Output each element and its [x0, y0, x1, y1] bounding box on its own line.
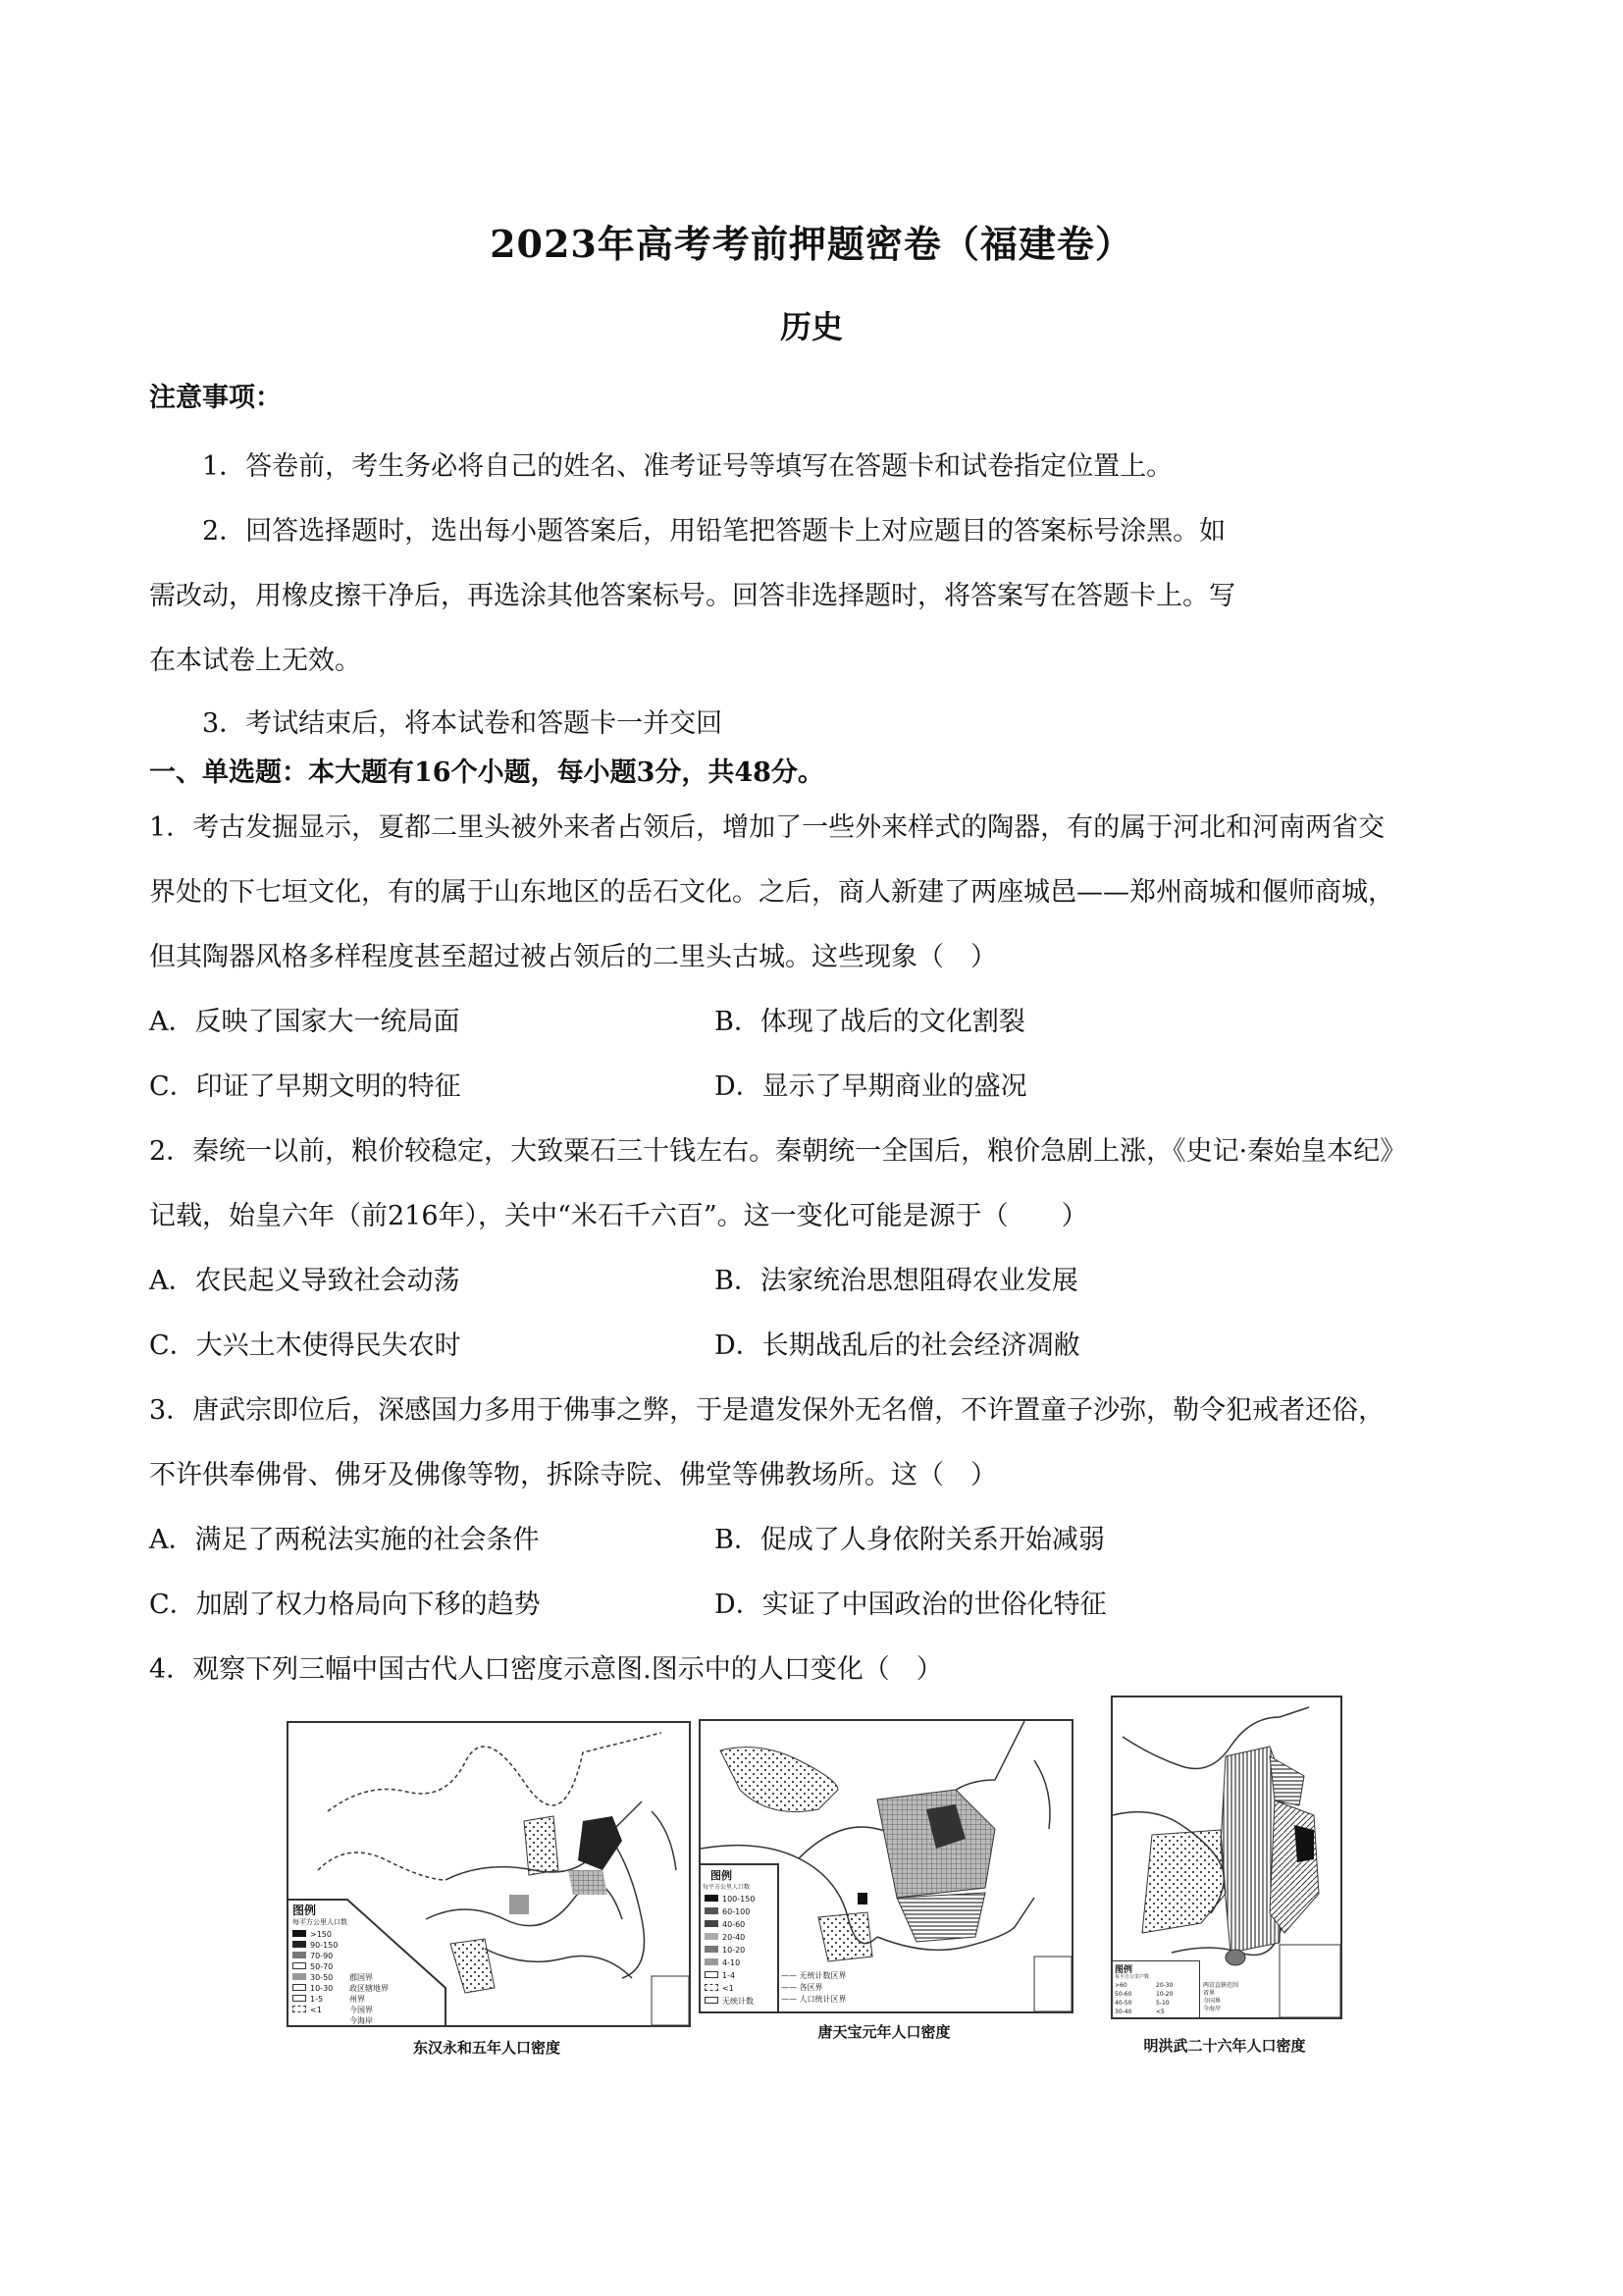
legend-line-item: 郡国界: [349, 1973, 373, 1982]
map-caption: 东汉永和五年人口密度: [412, 2039, 560, 2057]
legend-items: [1156, 1981, 1173, 2016]
question-text: 4．观察下列三幅中国古代人口密度示意图.图示中的人口变化（ ）: [149, 1654, 943, 1685]
legend-title: 图例: [292, 1904, 317, 1917]
option-d[interactable]: D．长期战乱后的社会经济凋敝: [714, 1331, 1080, 1361]
question-text: 2．秦统一以前，粮价较稳定，大致粟石三十钱左右。秦朝统一全国后，粮价急剧上涨，《史记·秦始皇本纪》: [149, 1136, 1407, 1167]
map-legend: [701, 1863, 779, 2013]
legend-item: 1-5: [292, 1994, 338, 2005]
legend-item: 100-150: [705, 1893, 755, 1905]
legend-lines: [349, 1972, 389, 2026]
map-eastern-han: [287, 1721, 691, 2027]
legend-item: 20-30: [1156, 1982, 1174, 1989]
notice-item: 在本试卷上无效。: [149, 646, 361, 676]
map-region-dense: [858, 1893, 867, 1905]
map-region-medium: [509, 1895, 529, 1914]
question-text: 界处的下七垣文化，有的属于山东地区的岳石文化。之后，商人新建了两座城邑——郑州商城和偃师商城，: [149, 877, 1394, 908]
legend-item: 1-4: [705, 1969, 755, 1982]
legend-item: <1: [292, 2005, 338, 2015]
map-inset: [1034, 1957, 1072, 2011]
notice-heading: 注意事项：: [149, 383, 282, 413]
legend-line-item: —— 人口统计区界: [781, 1995, 847, 2004]
legend-item: 10-30: [292, 1983, 338, 1994]
legend-line-item: 州界: [349, 1995, 365, 2004]
question-text: 但其陶器风格多样程度甚至超过被占领后的二里头古城。这些现象（ ）: [149, 942, 997, 972]
legend-line-item: 今海岸: [349, 2016, 373, 2025]
legend-item: 10-20: [705, 1944, 755, 1957]
legend-subtitle: 每平方公里人口数: [292, 1918, 347, 1926]
legend-item: <5: [1156, 2009, 1165, 2015]
option-d[interactable]: D．显示了早期商业的盛况: [714, 1071, 1027, 1102]
legend-items: [705, 1893, 755, 2008]
legend-item: 50-70: [292, 1961, 338, 1972]
map-region-hstripe: [1270, 1756, 1304, 1805]
option-c[interactable]: C．印证了早期文明的特征: [149, 1071, 461, 1102]
map-region-dotted: [1142, 1830, 1226, 1933]
question-text: 不许供奉佛骨、佛牙及佛像等物，拆除寺院、佛堂等佛教场所。这（ ）: [149, 1460, 997, 1490]
map-legend: [288, 1900, 445, 2025]
question-text: 记载，始皇六年（前216年），关中“米石千六百”。这一变化可能是源于（ ）: [149, 1201, 1088, 1231]
legend-item: 90-150: [292, 1940, 338, 1951]
legend-line-item: 今国界: [1203, 1998, 1222, 2005]
map-island: [1226, 1950, 1245, 1965]
map-tang: [699, 1719, 1073, 2013]
section-heading: 一、单选题：本大题有16个小题，每小题3分，共48分。: [149, 757, 824, 788]
map-ming: [1111, 1696, 1342, 2019]
legend-item: 50-60: [1115, 1991, 1132, 1998]
map-region-hstripe: [897, 1893, 985, 1942]
map-caption: 明洪武二十六年人口密度: [1143, 2037, 1306, 2055]
legend-item: <1: [705, 1982, 755, 1995]
map-region-dense: [578, 1816, 622, 1870]
map-region-dotted: [524, 1816, 558, 1875]
notice-item: 1．答卷前，考生务必将自己的姓名、准考证号等填写在答题卡和试卷指定位置上。: [202, 451, 1174, 482]
option-a[interactable]: A．满足了两税法实施的社会条件: [149, 1525, 540, 1555]
map-region-dotted: [450, 1939, 495, 1993]
map-legend: [1113, 1960, 1200, 2018]
legend-line-item: 政区辖地界: [349, 1984, 389, 1993]
legend-item: 10-20: [1156, 1991, 1174, 1998]
page-title: 2023年高考考前押题密卷（福建卷）: [490, 222, 1133, 266]
map-inset: [1280, 1945, 1340, 2017]
legend-subtitle: 每平方公里人口数: [703, 1884, 751, 1891]
legend-line-item: 省界: [1203, 1990, 1216, 1997]
option-a[interactable]: A．反映了国家大一统局面: [149, 1007, 460, 1037]
option-d[interactable]: D．实证了中国政治的世俗化特征: [714, 1590, 1107, 1620]
legend-items: [1115, 1981, 1154, 2016]
map-caption: 唐天宝元年人口密度: [817, 2023, 951, 2041]
map-region-dotted: [720, 1748, 838, 1812]
legend-line-item: —— 无统计数区界: [781, 1971, 847, 1980]
legend-item: 30-50: [292, 1972, 338, 1983]
option-a[interactable]: A．农民起义导致社会动荡: [149, 1266, 460, 1296]
legend-item: 40-50: [1115, 2000, 1132, 2007]
legend-title: 图例: [1115, 1965, 1133, 1975]
notice-item: 需改动，用橡皮擦干净后，再选涂其他答案标号。回答非选择题时，将答案写在答题卡上。写: [149, 581, 1235, 611]
map-region-diag: [1270, 1800, 1319, 1933]
option-b[interactable]: B．促成了人身依附关系开始减弱: [714, 1525, 1105, 1555]
legend-line-item: 今海岸: [1203, 2006, 1222, 2012]
subject-title: 历史: [779, 308, 843, 345]
question-text: 3．唐武宗即位后，深感国力多用于佛事之弊，于是遣发保外无名僧，不许置童子沙弥，勒令犯戒者还俗，: [149, 1395, 1386, 1426]
notice-item: 3．考试结束后，将本试卷和答题卡一并交回: [202, 708, 723, 739]
legend-subtitle: 每平方公里户数: [1115, 1974, 1150, 1980]
legend-item: >150: [292, 1929, 338, 1940]
option-b[interactable]: B．法家统治思想阻碍农业发展: [714, 1266, 1078, 1296]
legend-item: 70-90: [292, 1951, 338, 1961]
map-region-dotted: [818, 1912, 872, 1961]
map-region-medium: [568, 1870, 607, 1895]
legend-line-item: 两京直辖范围: [1203, 1982, 1239, 1989]
option-c[interactable]: C．加剧了权力格局向下移的趋势: [149, 1590, 541, 1620]
map-region-dense: [1294, 1825, 1314, 1862]
option-b[interactable]: B．体现了战后的文化割裂: [714, 1007, 1025, 1037]
legend-items: [292, 1929, 338, 2015]
legend-title: 图例: [710, 1869, 732, 1882]
legend-item: 4-10: [705, 1957, 755, 1969]
legend-line-item: 今国界: [349, 2006, 373, 2014]
notice-item: 2．回答选择题时，选出每小题答案后，用铅笔把答题卡上对应题目的答案标号涂黑。如: [202, 516, 1227, 547]
legend-line-item: —— 各区界: [781, 1983, 823, 1992]
legend-item: 20-40: [705, 1931, 755, 1944]
legend-lines: [781, 1970, 847, 2006]
legend-item: >60: [1115, 1982, 1127, 1989]
option-c[interactable]: C．大兴土木使得民失农时: [149, 1331, 461, 1361]
legend-item: 无统计数: [705, 1995, 755, 2008]
legend-lines: [1203, 1982, 1238, 2013]
map-inset: [652, 1976, 689, 2025]
legend-item: 5-10: [1156, 2000, 1170, 2007]
legend-item: 40-60: [705, 1918, 755, 1931]
legend-item: 30-40: [1115, 2009, 1132, 2015]
question-text: 1．考古发掘显示，夏都二里头被外来者占领后，增加了一些外来样式的陶器，有的属于河北和河南两省交: [149, 812, 1386, 843]
legend-item: 60-100: [705, 1905, 755, 1918]
